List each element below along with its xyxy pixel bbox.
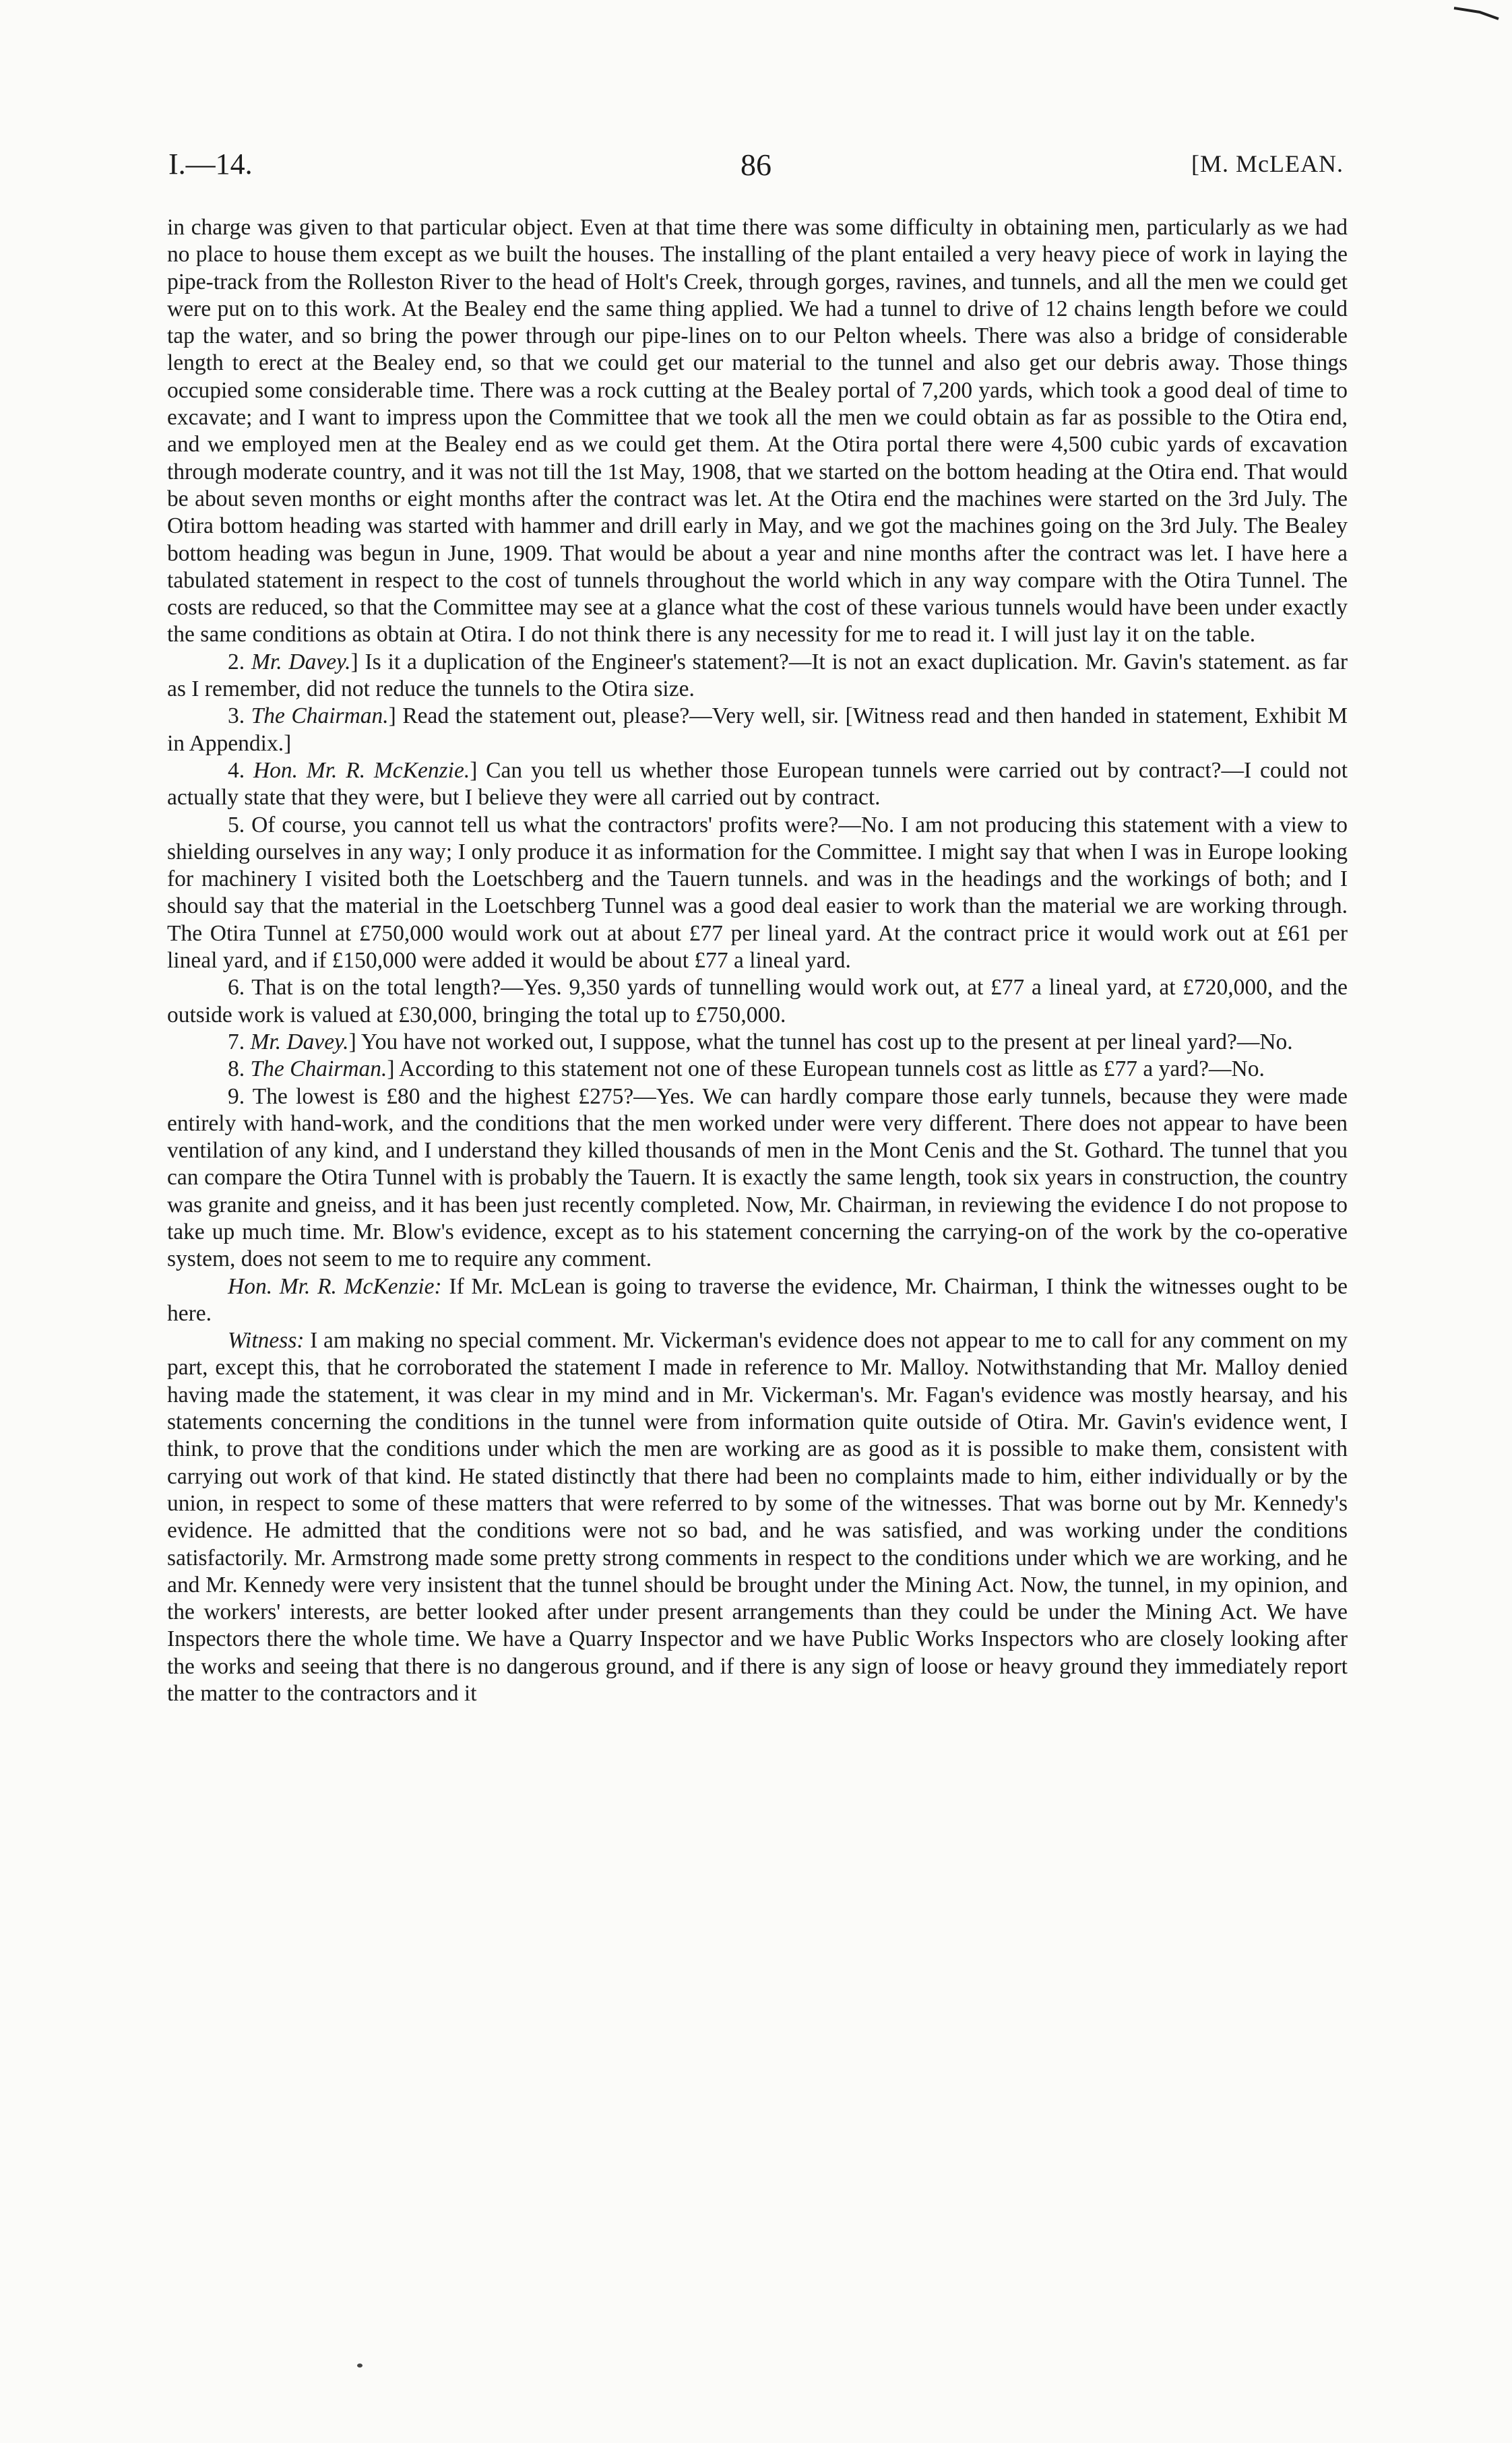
paragraph <box>167 649 1348 703</box>
paragraph <box>167 703 1348 757</box>
paragraph-text: ] Read the statement out, please?—Very well, sir. [Witness read and then handed in statement, Exhibit M in Appendix.] <box>167 703 1348 756</box>
speaker-label: Witness: <box>228 1328 305 1354</box>
ink-mark <box>1453 5 1500 20</box>
paragraph <box>167 214 1348 649</box>
witness-name: [M. McLEAN. <box>1191 150 1344 177</box>
paragraph <box>167 1273 1348 1328</box>
paragraph-text: 4. <box>228 757 253 783</box>
paragraph-text: 6. That is on the total length?—Yes. 9,350 yards of tunnelling would work out, at £77 a lineal yard, at £720,000, and the outside work is valued at £30,000, bringing the total up to £750,000. <box>167 975 1348 1027</box>
paragraph-text: 3. <box>228 703 251 729</box>
paragraph <box>167 757 1348 812</box>
page-header <box>168 147 1344 187</box>
paragraph-text: I am making no special comment. Mr. Vickerman's evidence does not appear to me to call for any comment on my part, except this, that he corroborated the statement I made in reference to Mr. Malloy. Notwithstanding that Mr. Malloy denied having made the statement, it was clear in my mind and in Mr. Vickerman's. Mr. Fagan's evidence was mostly hearsay, and his statements concerning the conditions in the tunnel were from information quite outside of Otira. Mr. Gavin's evidence went, I think, to prove that the conditions under which the men are working are as good as it is possible to make them, consistent with carrying out work of that kind. He stated distinctly that there had been no complaints made to him, either individually or by the union, in respect to some of these matters that were referred to by some of the witnesses. That was borne out by Mr. Kennedy's evidence. He admitted that the conditions were not so bad, and he was satisfied, and was working under the conditions satisfactorily. Mr. Armstrong made some pretty strong comments in respect to the conditions under which we are working, and he and Mr. Kennedy were very insistent that the tunnel should be brought under the Mining Act. Now, the tunnel, in my opinion, and the workers' interests, are better looked after under present arrangements than they could be under the Mining Act. We have Inspectors there the whole time. We have a Quarry Inspector and we have Public Works Inspectors who are closely looking after the works and seeing that there is no dangerous ground, and if there is any sign of loose or heavy ground they immediately report the matter to the contractors and it <box>167 1328 1348 1707</box>
page-number: 86 <box>741 148 771 182</box>
stray-ink-dot <box>357 2363 363 2368</box>
paragraph <box>167 1029 1348 1056</box>
paragraph <box>167 1056 1348 1083</box>
paragraph-text: 9. The lowest is £80 and the highest £275?—Yes. We can hardly compare those early tunnels, because they were made entirely with hand-work, and the conditions that the men worked under were very different. There does not appear to have been ventilation of any kind, and I understand they killed thousands of men in the Mont Cenis and the St. Gothard. The tunnel that you can compare the Otira Tunnel with is probably the Tauern. It is exactly the same length, took six years in construction, the country was granite and gneiss, and it has been just recently completed. Now, Mr. Chairman, in reviewing the evidence I do not propose to take up much time. Mr. Blow's evidence, except as to his statement concerning the carrying-on of the work by the co-operative system, does not seem to me to require any comment. <box>167 1083 1348 1272</box>
speaker-label: The Chairman. <box>250 1056 387 1082</box>
paragraph-text: ] You have not worked out, I suppose, what the tunnel has cost up to the present at per lineal yard?—No. <box>348 1029 1293 1054</box>
document-reference: I.—14. <box>168 148 253 181</box>
paragraph <box>167 812 1348 975</box>
paragraph <box>167 974 1348 1029</box>
paragraph-text: ] According to this statement not one of these European tunnels cost as little as £77 a yard?—No. <box>387 1056 1265 1082</box>
body-text <box>167 214 1348 1707</box>
speaker-label: Hon. Mr. R. McKenzie: <box>228 1273 442 1299</box>
speaker-label: Hon. Mr. R. McKenzie. <box>253 757 470 783</box>
paragraph-text: 7. <box>228 1029 251 1054</box>
paragraph-text: ] Is it a duplication of the Engineer's statement?—It is not an exact duplication. Mr. Gavin's statement. as far as I remember, did not reduce the tunnels to the Otira size. <box>167 649 1348 702</box>
paragraph-text: 5. Of course, you cannot tell us what the contractors' profits were?—No. I am not producing this statement with a view to shielding ourselves in any way; I only produce it as information for the Committee. I might say that when I was in Europe looking for machinery I visited both the Loetschberg and the Tauern tunnels. and was in the headings and the workings of both; and I should say that the material in the Loetschberg Tunnel was a good deal easier to work than the material we are working through. The Otira Tunnel at £750,000 would work out at about £77 per lineal yard. At the contract price it would work out at £61 per lineal yard, and if £150,000 were added it would be about £77 a lineal yard. <box>167 812 1348 974</box>
paragraph-text: 2. <box>228 649 251 674</box>
paragraph-text: If Mr. McLean is going to traverse the evidence, Mr. Chairman, I think the witnesses ought to be here. <box>167 1273 1348 1326</box>
paragraph-text: 8. <box>228 1056 251 1082</box>
speaker-label: Mr. Davey. <box>251 649 351 674</box>
speaker-label: Mr. Davey. <box>250 1029 349 1054</box>
paragraph <box>167 1083 1348 1273</box>
speaker-label: The Chairman. <box>251 703 389 729</box>
paragraph-text: ] Can you tell us whether those European tunnels were carried out by contract?—I could not actually state that they were, but I believe they were all carried out by contract. <box>167 757 1348 811</box>
paragraph <box>167 1327 1348 1707</box>
paragraph-text: in charge was given to that particular object. Even at that time there was some difficulty in obtaining men, particularly as we had no place to house them except as we built the houses. The installing of the plant entailed a very heavy piece of work in laying the pipe-track from the Rolleston River to the head of Holt's Creek, through gorges, ravines, and tunnels, and all the men we could get were put on to this work. At the Bealey end the same thing applied. We had a tunnel to drive of 12 chains length before we could tap the water, and so bring the power through our pipe-lines on to our Pelton wheels. There was also a bridge of considerable length to erect at the Bealey end, so that we could get our material to the tunnel and also get our debris away. Those things occupied some considerable time. There was a rock cutting at the Bealey portal of 7,200 yards, which took a good deal of time to excavate; and I want to impress upon the Committee that we took all the men we could obtain as far as possible to the Otira end, and we employed men at the Bealey end as we could get them. At the Otira portal there were 4,500 cubic yards of excavation through moderate country, and it was not till the 1st May, 1908, that we started on the bottom heading at the Otira end. That would be about seven months or eight months after the contract was let. At the Otira end the machines were started on the 3rd July. The Otira bottom heading was started with hammer and drill early in May, and we got the machines going on the 3rd July. The Bealey bottom heading was begun in June, 1909. That would be about a year and nine months after the contract was let. I have here a tabulated statement in respect to the cost of tunnels throughout the world which in any way compare with the Otira Tunnel. The costs are reduced, so that the Committee may see at a glance what the cost of these various tunnels would have been under exactly the same conditions as obtain at Otira. I do not think there is any necessity for me to read it. I will just lay it on the table. <box>167 215 1348 647</box>
